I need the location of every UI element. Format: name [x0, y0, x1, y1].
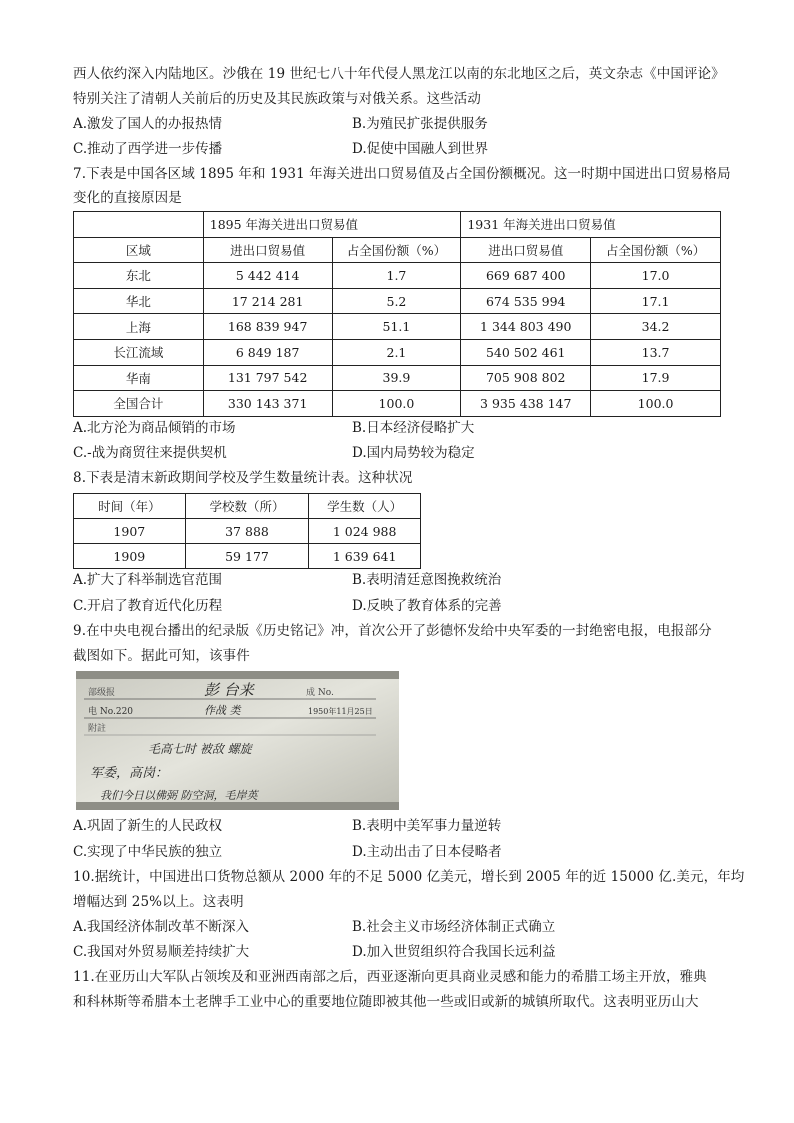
share-1895-cell: 1.7: [332, 263, 461, 289]
value-1931-cell: 540 502 461: [461, 339, 591, 365]
table-row: [74, 314, 721, 340]
col-header-share-1931: 占全国份额（%）: [591, 237, 721, 263]
q10-option-a[interactable]: A.我国经济体制改革不断深入: [73, 919, 250, 935]
year-cell: 1909: [74, 544, 186, 569]
share-1895-cell: 39.9: [332, 365, 461, 391]
value-1931-cell: 705 908 802: [461, 365, 591, 391]
q6-option-a[interactable]: A.激发了国人的办报热情: [73, 116, 223, 132]
q9-option-c[interactable]: C.实现了中华民族的独立: [73, 844, 223, 860]
students-cell: 1 639 641: [309, 544, 421, 569]
q8-option-d[interactable]: D.反映了教育体系的完善: [352, 598, 502, 614]
value-1895-cell: 168 839 947: [203, 314, 332, 340]
region-cell: 长江流域: [74, 339, 204, 365]
q10-stem-line-2: 增幅达到 25%以上。这表明: [73, 894, 244, 910]
q6-option-b[interactable]: B.为殖民扩张提供服务: [352, 116, 488, 132]
telegram-r3: 附註: [88, 724, 107, 734]
q10-option-b[interactable]: B.社会主义市场经济体制正式确立: [352, 919, 556, 935]
table-row: [74, 339, 721, 365]
q7-stem-line-2: 变化的直接原因是: [73, 190, 182, 206]
table-row: [74, 288, 721, 314]
q10-option-c[interactable]: C.我国对外贸易顺差持续扩大: [73, 944, 250, 960]
col-header-students: 学生数（人）: [309, 494, 421, 519]
telegram-r1b: 彭 台来: [204, 681, 254, 699]
school-table: [73, 493, 421, 569]
value-1895-cell: 17 214 281: [203, 288, 332, 314]
q9-stem-line-2: 截图如下。据此可知，该事件: [73, 648, 250, 664]
share-1931-cell: 17.1: [591, 288, 721, 314]
q9-stem-line-1: 9.在中央电视台播出的纪录版《历史铭记》冲，首次公开了彭德怀发给中央军委的一封绝密电报，电报部分: [73, 623, 712, 639]
share-1931-cell: 34.2: [591, 314, 721, 340]
col-header-value-1931: 进出口贸易值: [461, 237, 591, 263]
region-cell: 华北: [74, 288, 204, 314]
telegram-r5: 军委，高岗：: [90, 766, 169, 781]
q6-option-c[interactable]: C.推动了西学进一步传播: [73, 141, 223, 157]
telegram-r4: 毛高七时 被敌 螺旋: [148, 742, 252, 756]
group-header-1895: 1895 年海关进出口贸易值: [203, 212, 461, 238]
q7-option-d[interactable]: D.国内局势较为稳定: [352, 445, 475, 461]
q7-stem-line-1: 7.下表是中国各区域 1895 年和 1931 年海关进出口贸易值及占全国份额概况。这一时期中国进出口贸易格局: [73, 166, 731, 182]
q6-stem-line-2: 特别关注了清朝人关前后的历史及其民族政策与对俄关系。这些活动: [73, 91, 481, 107]
q9-option-b[interactable]: B.表明中美军事力量逆转: [352, 818, 502, 834]
region-cell: 全国合计: [74, 391, 204, 417]
col-header-schools: 学校数（所）: [185, 494, 309, 519]
telegram-r2c: 1950年11月25日: [308, 707, 373, 716]
share-1895-cell: 2.1: [332, 339, 461, 365]
q6-option-d[interactable]: D.促使中国融人到世界: [352, 141, 489, 157]
schools-cell: 59 177: [185, 544, 309, 569]
col-header-share-1895: 占全国份额（%）: [332, 237, 461, 263]
telegram-image: [76, 671, 399, 810]
value-1895-cell: 330 143 371: [203, 391, 332, 417]
value-1931-cell: 1 344 803 490: [461, 314, 591, 340]
q6-stem-line-1: 西人依约深入内陆地区。沙俄在 19 世纪七八十年代侵人黑龙江以南的东北地区之后，英文杂志《中国评论》: [73, 66, 725, 82]
q11-stem-line-2: 和科林斯等希腊本土老牌手工业中心的重要地位随即被其他一些或旧或新的城镇所取代。这表明亚历山大: [73, 994, 699, 1010]
share-1931-cell: 17.0: [591, 263, 721, 289]
q7-option-a[interactable]: A.北方沦为商品倾销的市场: [73, 420, 236, 436]
share-1931-cell: 17.9: [591, 365, 721, 391]
table-row: [74, 263, 721, 289]
region-cell: 上海: [74, 314, 204, 340]
value-1895-cell: 131 797 542: [203, 365, 332, 391]
share-1895-cell: 5.2: [332, 288, 461, 314]
table-row: [74, 519, 421, 544]
region-cell: 华南: [74, 365, 204, 391]
table-row: [74, 391, 721, 417]
telegram-r6: 我们今日以佛弼 防空洞，毛岸英: [100, 789, 258, 802]
share-1931-cell: 100.0: [591, 391, 721, 417]
share-1931-cell: 13.7: [591, 339, 721, 365]
q9-option-a[interactable]: A.巩固了新生的人民政权: [73, 818, 223, 834]
value-1931-cell: 3 935 438 147: [461, 391, 591, 417]
table-row: [74, 365, 721, 391]
q7-option-b[interactable]: B.日本经济侵略扩大: [352, 420, 475, 436]
value-1895-cell: 5 442 414: [203, 263, 332, 289]
region-cell: 东北: [74, 263, 204, 289]
schools-cell: 37 888: [185, 519, 309, 544]
q8-stem-line-1: 8.下表是清末新政期间学校及学生数量统计表。这种状况: [73, 470, 413, 486]
share-1895-cell: 100.0: [332, 391, 461, 417]
trade-table: [73, 211, 721, 417]
q9-option-d[interactable]: D.主动出击了日本侵略者: [352, 844, 502, 860]
col-header-year: 时间（年）: [74, 494, 186, 519]
value-1895-cell: 6 849 187: [203, 339, 332, 365]
q8-option-a[interactable]: A.扩大了科举制选官范围: [73, 572, 223, 588]
value-1931-cell: 669 687 400: [461, 263, 591, 289]
table-corner-cell: [74, 212, 204, 238]
q8-option-b[interactable]: B.表明清廷意图挽救统治: [352, 572, 502, 588]
telegram-r1a: 部级报: [88, 688, 116, 698]
students-cell: 1 024 988: [309, 519, 421, 544]
telegram-r1c: 成 No.: [306, 688, 334, 698]
value-1931-cell: 674 535 994: [461, 288, 591, 314]
q8-option-c[interactable]: C.开启了教育近代化历程: [73, 598, 223, 614]
q11-stem-line-1: 11.在亚历山大军队占领埃及和亚洲西南部之后，西亚逐渐向更具商业灵感和能力的希腊工场主开放，雅典: [73, 969, 707, 985]
group-header-1931: 1931 年海关进出口贸易值: [461, 212, 721, 238]
q10-option-d[interactable]: D.加入世贸组织符合我国长远利益: [352, 944, 556, 960]
q10-stem-line-1: 10.据统计，中国进出口货物总额从 2000 年的不足 5000 亿美元，增长到 2005 年的近 15000 亿.美元，年均: [73, 869, 745, 885]
table-row: [74, 544, 421, 569]
col-header-value-1895: 进出口贸易值: [203, 237, 332, 263]
q7-option-c[interactable]: C.-战为商贸往来提供契机: [73, 445, 227, 461]
share-1895-cell: 51.1: [332, 314, 461, 340]
telegram-r2a: 电 No.220: [88, 707, 134, 717]
year-cell: 1907: [74, 519, 186, 544]
telegram-r2b: 作战 类: [204, 704, 241, 717]
telegram-photo: [76, 671, 399, 810]
col-header-region: 区域: [74, 237, 204, 263]
